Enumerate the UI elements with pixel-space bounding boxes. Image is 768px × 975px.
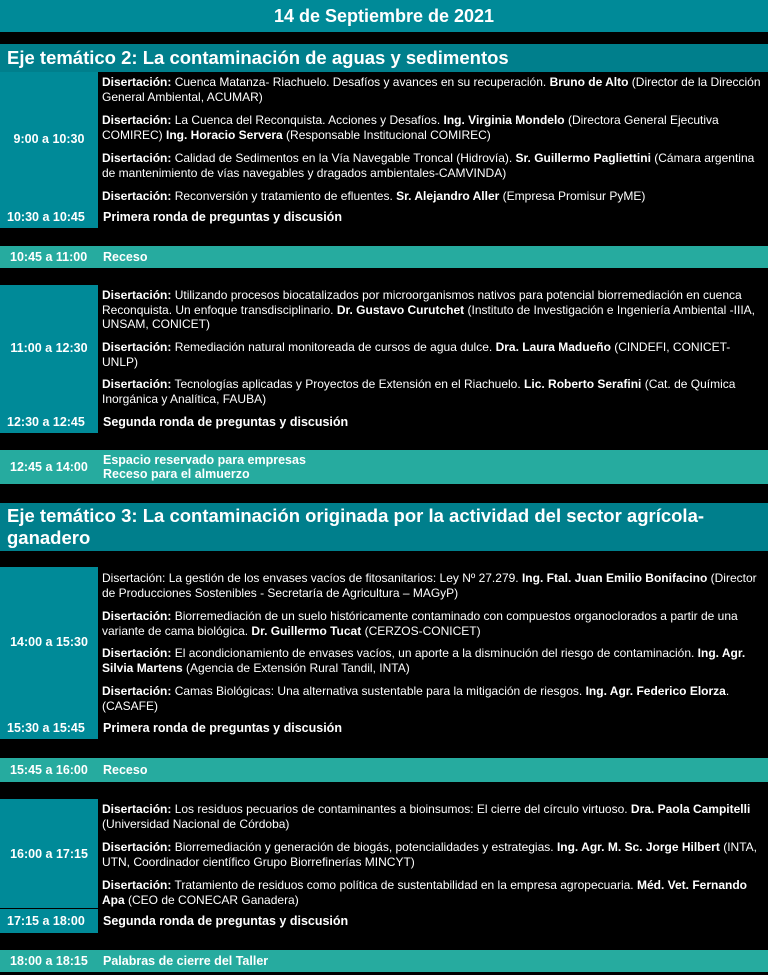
talk: Disertación: La Cuenca del Reconquista. Acciones y Desafíos. Ing. Virginia Mondelo (Directora General Ejecutiva COMIREC) Ing. Horacio Servera (Responsable Institucional COMIREC) [102, 113, 719, 142]
break-row [0, 450, 768, 484]
break-label: Receso [103, 763, 148, 777]
break-time: 10:45 a 11:00 [10, 250, 88, 264]
q-label: Primera ronda de preguntas y discusión [103, 210, 342, 224]
q-time: 17:15 a 18:00 [0, 909, 98, 933]
break-label: Receso [103, 250, 148, 264]
talk: Disertación: La gestión de los envases vacíos de fitosanitarios: Ley Nº 27.279. Ing. Ftal. Juan Emilio Bonifacino (Director de Producciones Sostenibles - Secretaría de Agricultura – MAGyP) [102, 571, 757, 600]
break-row [0, 758, 768, 782]
axis2-block1-time: 9:00 a 10:30 [0, 72, 98, 206]
closing-label: Palabras de cierre del Taller [103, 954, 269, 968]
talk: Disertación: Reconversión y tratamiento de efluentes. Sr. Alejandro Aller (Empresa Promisur PyME) [102, 189, 646, 203]
talk: Disertación: Remediación natural monitoreada de cursos de agua dulce. Dra. Laura Madueño (CINDEFI, CONICET-UNLP) [102, 340, 731, 369]
date-title: 14 de Septiembre de 2021 [0, 0, 768, 32]
talk: Disertación: Utilizando procesos biocatalizados por microorganismos nativos para potencial biorremediación en cuenca Reconquista. Un enfoque transdisciplinario. Dr. Gustavo Curutchet (Instituto de Investigación e Ingeniería Ambiental -IIIA, UNSAM, CONICET) [102, 288, 756, 331]
talk: Disertación: Camas Biológicas: Una alternativa sustentable para la mitigación de riesgos. Ing. Agr. Federico Elorza. (CASAFE) [102, 684, 730, 713]
q-time: 15:30 a 15:45 [0, 717, 98, 739]
q-time: 12:30 a 12:45 [0, 411, 98, 433]
q-label: Segunda ronda de preguntas y discusión [103, 415, 349, 429]
talk: Disertación: Tratamiento de residuos como política de sustentabilidad en la empresa agropecuaria. Méd. Vet. Fernando Apa (CEO de CONECAR Ganadera) [102, 878, 747, 907]
axis3-title: Eje temático 3: La contaminación originada por la actividad del sector agrícola- ganadero [0, 503, 768, 551]
q-label: Primera ronda de preguntas y discusión [103, 721, 342, 735]
talk: Disertación: Calidad de Sedimentos en la Vía Navegable Troncal (Hidrovía). Sr. Guillermo Pagliettini (Cámara argentina de mantenimiento de vías navegables y dragados ambientales-CAMVINDA) [102, 151, 755, 180]
closing-time: 18:00 a 18:15 [10, 954, 88, 968]
talk: Disertación: Biorremediación y generación de biogás, potencialidades y estrategias. Ing. Agr. M. Sc. Jorge Hilbert (INTA, UTN, Coordinador científico Grupo Biorrefinerías MINCYT) [102, 840, 757, 869]
break-time: 12:45 a 14:00 [10, 460, 88, 474]
talk: Disertación: El acondicionamiento de envases vacíos, un aporte a la disminución del riesgo de contaminación. Ing. Agr. Silvia Martens (Agencia de Extensión Rural Tandil, INTA) [102, 646, 746, 675]
talk: Disertación: Tecnologías aplicadas y Proyectos de Extensión en el Riachuelo. Lic. Roberto Serafini (Cat. de Química Inorgánica y Analítica, FAUBA) [102, 377, 736, 406]
talk: Disertación: Biorremediación de un suelo históricamente contaminado con compuestos organoclorados a partir de una variante de cama biológica. Dr. Guillermo Tucat (CERZOS-CONICET) [102, 609, 738, 638]
break-row [0, 246, 768, 268]
talk: Disertación: Los residuos pecuarios de contaminantes a bioinsumos: El cierre del círculo virtuoso. Dra. Paola Campitelli (Universidad Nacional de Córdoba) [102, 802, 751, 831]
axis2-title: Eje temático 2: La contaminación de aguas y sedimentos [0, 44, 768, 72]
break-time: 15:45 a 16:00 [10, 763, 88, 777]
axis3-block2-time: 16:00 a 17:15 [0, 799, 98, 908]
q-label: Segunda ronda de preguntas y discusión [103, 914, 349, 928]
q-time: 10:30 a 10:45 [0, 206, 98, 228]
axis3-block1-time: 14:00 a 15:30 [0, 567, 98, 717]
break-label: Receso para el almuerzo [103, 467, 250, 481]
break-label: Espacio reservado para empresas [103, 453, 306, 467]
talk: Disertación: Cuenca Matanza- Riachuelo. Desafíos y avances en su recuperación. Bruno de Alto (Director de la Dirección General Ambiental, ACUMAR) [102, 75, 761, 104]
axis2-block2-time: 11:00 a 12:30 [0, 285, 98, 411]
closing-row [0, 950, 768, 972]
